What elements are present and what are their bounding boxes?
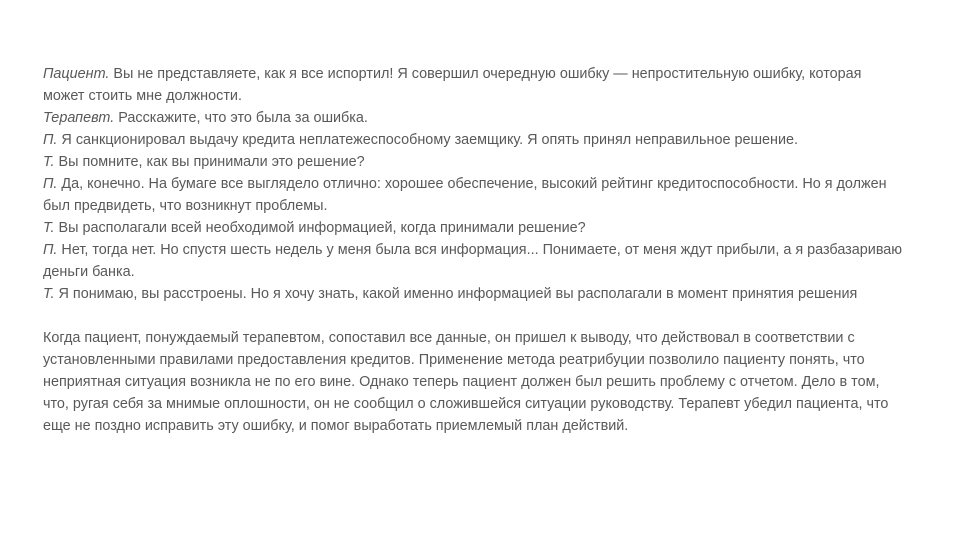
speaker-label: Т. xyxy=(43,220,55,236)
dialogue-line xyxy=(43,129,903,151)
dialogue-line xyxy=(43,283,903,305)
dialogue-text: Нет, тогда нет. Но спустя шесть недель у меня была вся информация... Понимаете, от меня ждут прибыли, а я разбазариваю деньги банка. xyxy=(43,242,903,280)
speaker-label: Т. xyxy=(43,286,55,302)
document-page xyxy=(43,63,903,437)
dialogue-line xyxy=(43,239,903,283)
dialogue-text: Вы располагали всей необходимой информацией, когда принимали решение? xyxy=(54,220,586,236)
dialogue-line xyxy=(43,217,903,239)
dialogue-line xyxy=(43,63,903,107)
dialogue-text: Расскажите, что это была за ошибка. xyxy=(114,110,368,126)
dialogue-text: Вы не представляете, как я все испортил! Я совершил очередную ошибку — непростительную ошибку, которая может стоить мне должности. xyxy=(43,66,862,104)
dialogue-text: Вы помните, как вы принимали это решение? xyxy=(54,154,365,170)
speaker-label: П. xyxy=(43,132,58,148)
speaker-label: Т. xyxy=(43,154,55,170)
speaker-label: П. xyxy=(43,176,58,192)
speaker-label: П. xyxy=(43,242,58,258)
speaker-label: Пациент. xyxy=(43,66,110,82)
dialogue-text: Я понимаю, вы расстроены. Но я хочу знать, какой именно информацией вы располагали в момент принятия решения xyxy=(54,286,858,302)
dialogue-line xyxy=(43,151,903,173)
speaker-label: Терапевт. xyxy=(43,110,115,126)
summary-paragraph: Когда пациент, понуждаемый терапевтом, сопоставил все данные, он пришел к выводу, что действовал в соответствии с установленными правилами предоставления кредитов. Применение метода реатрибуции позволило пациенту понять, что неприятная ситуация возникла не по его вине. Однако теперь пациент должен был решить проблему с отчетом. Дело в том, что, ругая себя за мнимые оплошности, он не сообщил о сложившейся ситуации руководству. Терапевт убедил пациента, что еще не поздно исправить эту ошибку, и помог выработать приемлемый план действий. xyxy=(43,330,889,434)
dialogue-text: Я санкционировал выдачу кредита неплатежеспособному заемщику. Я опять принял неправильное решение. xyxy=(57,132,799,148)
dialogue-line xyxy=(43,107,903,129)
dialogue-line xyxy=(43,173,903,217)
dialogue-block xyxy=(43,63,903,305)
dialogue-text: Да, конечно. На бумаге все выглядело отлично: хорошее обеспечение, высокий рейтинг кредитоспособности. Но я должен был предвидеть, что возникнут проблемы. xyxy=(43,176,887,214)
summary-block xyxy=(43,327,903,437)
